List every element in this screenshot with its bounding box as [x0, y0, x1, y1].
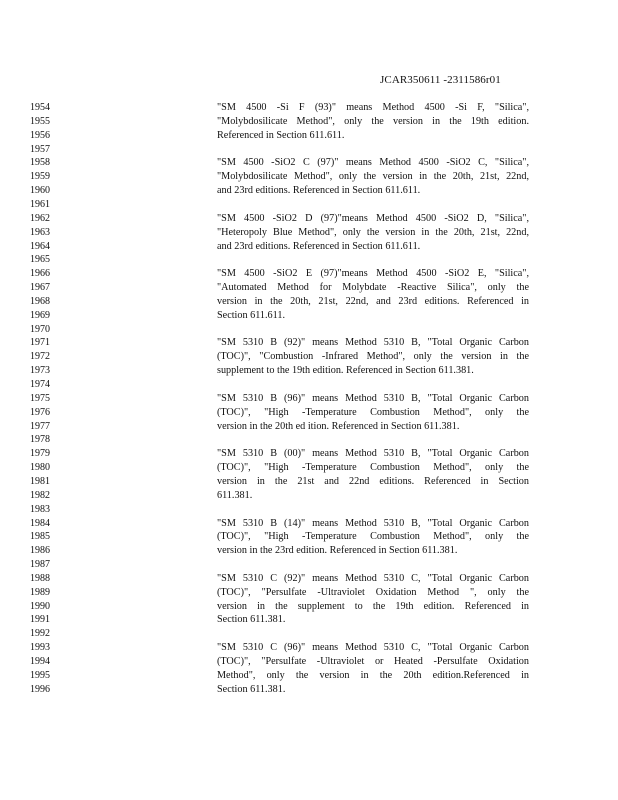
line-number: 1968: [30, 295, 50, 307]
line-text: (TOC)", "Combustion -Infrared Method", only the version in the: [217, 351, 529, 363]
line-number: 1986: [30, 545, 50, 557]
line-text: "SM 5310 B (00)" means Method 5310 B, "Total Organic Carbon: [217, 448, 529, 460]
line-number: 1976: [30, 406, 50, 418]
line-text: "Molybdosilicate Method", only the version in the 19th edition.: [217, 115, 529, 127]
text-line: [0, 253, 618, 267]
line-number: 1981: [30, 475, 50, 487]
line-text: and 23rd editions. Referenced in Section 611.611.: [217, 240, 421, 252]
line-text: "SM 5310 B (96)" means Method 5310 B, "Total Organic Carbon: [217, 392, 529, 404]
text-line: [0, 184, 618, 198]
text-line: [0, 683, 618, 697]
text-line: [0, 475, 618, 489]
text-line: [0, 627, 618, 641]
line-text: "Heteropoly Blue Method", only the version in the 20th, 21st, 22nd,: [217, 226, 529, 238]
text-line: [0, 544, 618, 558]
line-number: 1989: [30, 586, 50, 598]
text-line: [0, 572, 618, 586]
line-number: 1956: [30, 129, 50, 141]
line-text: version in the 20th ed ition. Referenced in Section 611.381.: [217, 420, 460, 432]
line-number: 1960: [30, 185, 50, 197]
text-line: [0, 226, 618, 240]
text-line: [0, 517, 618, 531]
line-text: version in the 23rd edition. Referenced in Section 611.381.: [217, 545, 458, 557]
line-text: Section 611.381.: [217, 614, 286, 626]
text-line: [0, 323, 618, 337]
line-text: (TOC)", "High -Temperature Combustion Method", only the: [217, 531, 529, 543]
line-text: version in the 20th, 21st, 22nd, and 23rd editions. Referenced in: [217, 295, 529, 307]
line-number: 1991: [30, 614, 50, 626]
line-number: 1957: [30, 143, 50, 155]
text-line: [0, 586, 618, 600]
line-number: 1988: [30, 572, 50, 584]
line-text: Method", only the version in the 20th edition.Referenced in: [217, 669, 529, 681]
line-number: 1971: [30, 337, 50, 349]
text-line: [0, 115, 618, 129]
line-number: 1980: [30, 462, 50, 474]
line-text: (TOC)", "Persulfate -Ultraviolet or Heated -Persulfate Oxidation: [217, 656, 529, 667]
line-number: 1990: [30, 600, 50, 612]
line-number: 1972: [30, 351, 50, 363]
line-number: 1967: [30, 282, 50, 294]
line-number: 1977: [30, 420, 50, 432]
line-number: 1958: [30, 157, 50, 169]
line-number: 1987: [30, 559, 50, 571]
line-text: (TOC)", "High -Temperature Combustion Method", only the: [217, 462, 529, 474]
text-line: [0, 503, 618, 517]
line-number: 1959: [30, 171, 50, 183]
text-line: [0, 406, 618, 420]
text-line: [0, 281, 618, 295]
line-text: "Molybdosilicate Method", only the version in the 20th, 21st, 22nd,: [217, 171, 529, 183]
line-number: 1973: [30, 365, 50, 377]
line-number: 1966: [30, 268, 50, 280]
text-line: [0, 129, 618, 143]
line-number: 1974: [30, 379, 50, 390]
text-line: [0, 641, 618, 655]
text-line: [0, 143, 618, 157]
line-text: Referenced in Section 611.611.: [217, 129, 345, 141]
text-line: [0, 212, 618, 226]
text-line: [0, 198, 618, 212]
line-number: 1996: [30, 683, 50, 695]
line-text: version in the supplement to the 19th edition. Referenced in: [217, 600, 529, 612]
text-line: [0, 530, 618, 544]
line-number: 1975: [30, 392, 50, 404]
line-number: 1963: [30, 226, 50, 238]
line-text: 611.381.: [217, 489, 253, 501]
line-number: 1992: [30, 628, 50, 640]
line-text: and 23rd editions. Referenced in Section 611.611.: [217, 185, 421, 197]
line-number: 1993: [30, 642, 50, 654]
text-line: [0, 613, 618, 627]
text-line: [0, 433, 618, 447]
text-line: [0, 392, 618, 406]
line-number: 1982: [30, 489, 50, 501]
text-line: [0, 600, 618, 614]
text-line: [0, 669, 618, 683]
line-text: supplement to the 19th edition. Referenced in Section 611.381.: [217, 365, 474, 377]
line-number: 1965: [30, 254, 50, 266]
text-line: [0, 336, 618, 350]
line-number: 1962: [30, 212, 50, 224]
text-line: [0, 350, 618, 364]
line-number: 1955: [30, 115, 50, 127]
line-number: 1984: [30, 517, 50, 529]
line-number: 1995: [30, 669, 50, 681]
line-text: Section 611.611.: [217, 309, 286, 321]
line-number: 1961: [30, 198, 50, 210]
text-line: [0, 655, 618, 669]
text-line: [0, 489, 618, 503]
text-line: [0, 447, 618, 461]
text-line: [0, 558, 618, 572]
text-line: [0, 378, 618, 392]
line-number: 1985: [30, 531, 50, 543]
line-number: 1964: [30, 240, 50, 252]
line-text: Section 611.381.: [217, 683, 286, 695]
text-line: [0, 240, 618, 254]
text-line: [0, 267, 618, 281]
line-text: "SM 4500 -SiO2 E (97)"means Method 4500 -SiO2 E, "Silica",: [217, 268, 529, 280]
line-number: 1979: [30, 448, 50, 460]
line-number: 1969: [30, 309, 50, 321]
line-text: "SM 5310 C (92)" means Method 5310 C, "Total Organic Carbon: [217, 572, 529, 584]
line-text: "SM 5310 B (14)" means Method 5310 B, "Total Organic Carbon: [217, 517, 529, 529]
line-text: (TOC)", "Persulfate -Ultraviolet Oxidation Method ", only the: [217, 586, 529, 598]
line-number: 1994: [30, 656, 50, 667]
line-number: 1970: [30, 323, 50, 335]
text-line: [0, 461, 618, 475]
line-text: "SM 4500 -SiO2 C (97)" means Method 4500 -SiO2 C, "Silica",: [217, 157, 529, 169]
line-text: "Automated Method for Molybdate -Reactive Silica", only the: [217, 282, 529, 294]
text-line: [0, 101, 618, 115]
text-line: [0, 364, 618, 378]
text-line: [0, 420, 618, 434]
text-line: [0, 156, 618, 170]
text-line: [0, 295, 618, 309]
line-number: 1983: [30, 503, 50, 515]
text-line: [0, 170, 618, 184]
line-text: version in the 21st and 22nd editions. Referenced in Section: [217, 475, 529, 487]
line-number: 1978: [30, 434, 50, 446]
line-number: 1954: [30, 102, 50, 113]
text-line: [0, 309, 618, 323]
document-id-header: JCAR350611 -2311586r01: [380, 74, 501, 86]
line-text: "SM 5310 C (96)" means Method 5310 C, "Total Organic Carbon: [217, 642, 529, 654]
line-text: "SM 5310 B (92)" means Method 5310 B, "Total Organic Carbon: [217, 337, 529, 349]
line-text: "SM 4500 -SiO2 D (97)"means Method 4500 -SiO2 D, "Silica",: [217, 212, 529, 224]
line-text: (TOC)", "High -Temperature Combustion Method", only the: [217, 406, 529, 418]
line-text: "SM 4500 -Si F (93)" means Method 4500 -Si F, "Silica",: [217, 102, 529, 113]
